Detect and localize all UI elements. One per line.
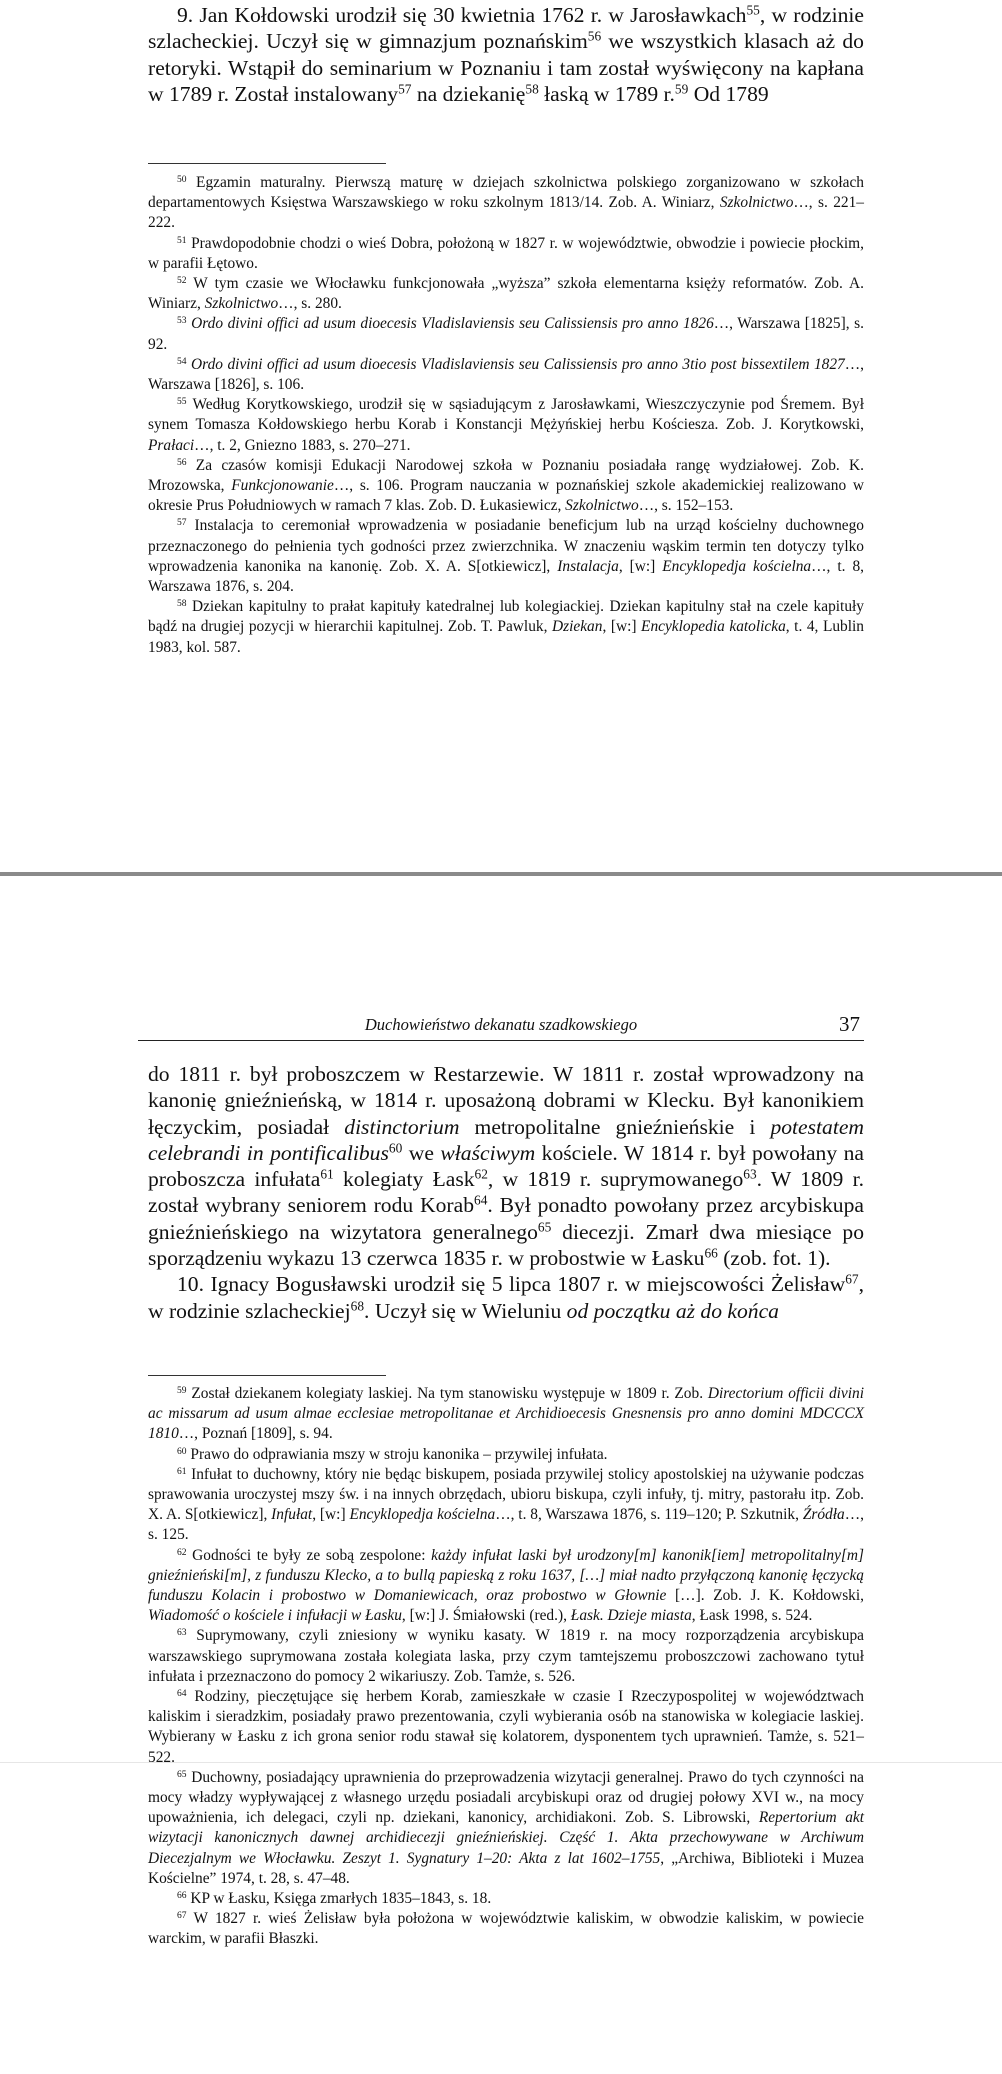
footnote: $^{67}$ W 1827 r. wieś Żelisław była położona w województwie kaliskim, w obwodzie kaliskim, w powiecie warckim, w parafii Błaszki. bbox=[148, 1910, 864, 1948]
page-number: 37 bbox=[839, 1012, 860, 1036]
footnote: $^{51}$ Prawdopodobnie chodzi o wieś Dobra, położoną w 1827 r. w województwie, obwodzie i powiecie płockim, w parafii Łętowo. bbox=[148, 234, 864, 272]
footnote: $^{58}$ Dziekan kapitulny to prałat kapituły katedralnej lub kolegiackiej. Dziekan kapitulny stał na czele kapituły bądź na drugiej pozycji w hierarchii kapitulnej. Zob. T. Pawluk, Dziekan, [w:] Encyklopedia katolicka, t. 4, Lublin 1983, kol. 587. bbox=[148, 598, 864, 656]
bottom-footnotes bbox=[148, 1384, 864, 1950]
scan-seam-line bbox=[0, 1762, 1002, 1763]
footnote-separator-bottom bbox=[148, 1375, 386, 1376]
footnote: $^{59}$ Został dziekanem kolegiaty laskiej. Na tym stanowisku występuje w 1809 r. Zob. Directorium officii divini ac missarum ad usum almae ecclesiae metropolitanae et Archidioecesis Gnesnensis pro anno domini MDCCCX 1810…, Poznań [1809], s. 94. bbox=[148, 1384, 864, 1443]
footnote: $^{55}$ Według Korytkowskiego, urodził się w sąsiadującym z Jarosławkami, Wieszczyczynie pod Śremem. Był synem Tomasza Kołdowskiego herbu Korab i Konstancji Mężyńskiej herbu Kościesza. Zob. J. Korytkowski, Prałaci…, t. 2, Gniezno 1883, s. 270–271. bbox=[148, 395, 864, 454]
footnote: $^{56}$ Za czasów komisji Edukacji Narodowej szkoła w Poznaniu posiadała rangę wydziałowej. Zob. K. Mrozowska, Funkcjonowanie…, s. 106. Program nauczania w poznańskiej szkole akademickiej realizowano w okresie Prus Południowych w ramach 7 klas. Zob. D. Łukasiewicz, Szkolnictwo…, s. 152–153. bbox=[148, 456, 865, 515]
footnote: $^{57}$ Instalacja to ceremoniał wprowadzenia w posiadanie beneficjum lub na urząd kościelny duchownego przeznaczonego do pełnienia tych godności przez zwierzchnika. W znaczeniu wąskim termin ten dotyczy tylko wprowadzenia kanonika na kanonię. Zob. X. A. S[otkiewicz], Instalacja, [w:] Encyklopedja kościelna…, t. 8, Warszawa 1876, s. 204. bbox=[148, 517, 864, 596]
body-paragraph: 10. Ignacy Bogusławski urodził się 5 lipca 1807 r. w miejscowości Żelisław$^{67}$, w rodzinie szlacheckiej$^{68}$. Uczył się w Wieluniu od początku aż do końca bbox=[148, 1272, 864, 1323]
footnote: $^{64}$ Rodziny, pieczętujące się herbem Korab, zamieszkałe w czasie I Rzeczypospolitej w województwach kaliskim i sieradzkim, posiadały prawo prezentowania, czyli wybierania osób na stanowiska w kolegiacie laskiej. Wybierany w Łasku z ich grona senior rodu stawał się kolatorem, dysponentem tych uprawnień. Tamże, s. 521–522. bbox=[148, 1687, 864, 1766]
footnote: $^{52}$ W tym czasie we Włocławku funkcjonowała „wyższa” szkoła elementarna księży reformatów. Zob. A. Winiarz, Szkolnictwo…, s. 280. bbox=[148, 274, 864, 313]
footnote: $^{50}$ Egzamin maturalny. Pierwszą maturę w dziejach szkolnictwa polskiego zorganizowano w szkołach departamentowych Księstwa Warszawskiego w roku szkolnym 1813/14. Zob. A. Winiarz, Szkolnictwo…, s. 221–222. bbox=[148, 173, 864, 232]
footnote: $^{61}$ Infułat to duchowny, który nie będąc biskupem, posiada przywilej stolicy apostolskiej na używanie podczas sprawowania uroczystej mszy św. i na innych obrzędach, ubioru biskupa, czyli infuły, tj. mitry, pastorału itp. Zob. X. A. S[otkiewicz], Infułat, [w:] Encyklopedja kościelna…, t. 8, Warszawa 1876, s. 119–120; P. Szkutnik, Źródła…, s. 125. bbox=[148, 1465, 864, 1544]
footnote: $^{65}$ Duchowny, posiadający uprawnienia do przeprowadzenia wizytacji generalnej. Prawo do tych czynności na mocy władzy wypływającej z własnego urzędu posiadali arcybiskupi oraz od drugiej połowy XVI w., na mocy upoważnienia, ich delegaci, czyli np. dziekani, kanonicy, archidiakoni. Zob. S. Librowski, Repertorium akt wizytacji kanonicznych dawnej archidiecezji gnieźnieńskiej. Część 1. Akta przechowywane w Archiwum Diecezjalnym we Włocławku. Zeszyt 1. Sygnatury 1–20: Akta z lat 1602–1755, „Archiwa, Biblioteki i Muzea Kościelne” 1974, t. 28, s. 47–48. bbox=[148, 1768, 864, 1887]
footnote: $^{63}$ Suprymowany, czyli zniesiony w wyniku kasaty. W 1819 r. na mocy rozporządzenia arcybiskupa warszawskiego suprymowana została kolegiata laska, przy czym tamtejszemu proboszczowi zachowano tytuł infułata i przeznaczono do pomocy 2 wikariuszy. Zob. Tamże, s. 526. bbox=[148, 1627, 864, 1685]
footnote: $^{62}$ Godności te były ze sobą zespolone: każdy infułat laski był urodzony[m] kanonik[iem] metropolitalny[m] gnieźnieński[m], z funduszu Klecko, a to bullą papieską z roku 1637, […] miał nadto przyłączoną kanonię łęczycką funduszu Kolacin i probostwo w Domaniewicach, oraz probostwo w Głownie […]. Zob. J. K. Kołdowski, Wiadomość o kościele i infułacji w Łasku, [w:] J. Śmiałowski (red.), Łask. Dzieje miasta, Łask 1998, s. 524. bbox=[148, 1546, 865, 1625]
running-title: Duchowieństwo dekanatu szadkowskiego bbox=[364, 1015, 638, 1034]
footnote: $^{54}$ Ordo divini offici ad usum dioecesis Vladislaviensis seu Calissiensis pro anno 3tio post bissextilem 1827…, Warszawa [1826], s. 106. bbox=[148, 355, 864, 394]
page-break-bar bbox=[0, 872, 1002, 876]
paragraph-9: 9. Jan Kołdowski urodził się 30 kwietnia 1762 r. w Jarosławkach$^{55}$, w rodzinie szlacheckiej. Uczył się w gimnazjum poznańskim$^{56}$ we wszystkich klasach aż do retoryki. Wstąpił do seminarium w Poznaniu i tam został wyświęcony na kapłana w 1789 r. Został instalowany$^{57}$ na dziekanię$^{58}$ łaską w 1789 r.$^{59}$ Od 1789 bbox=[148, 2, 865, 106]
running-header bbox=[138, 1012, 864, 1041]
footnote: $^{53}$ Ordo divini offici ad usum dioecesis Vladislaviensis seu Calissiensis pro anno 1826…, Warszawa [1825], s. 92. bbox=[148, 315, 864, 353]
footnote: $^{60}$ Prawo do odprawiania mszy w stroju kanonika – przywilej infułata. bbox=[177, 1445, 608, 1463]
top-footnotes bbox=[148, 173, 864, 658]
body-paragraph: do 1811 r. był proboszczem w Restarzewie. W 1811 r. został wprowadzony na kanonię gnieźnieńską, w 1814 r. uposażoną dobrami w Klecku. Był kanonikiem łęczyckim, posiadał distinctorium metropolitalne gnieźnieńskie i potestatem celebrandi in pontificalibus$^{60}$ we właściwym kościele. W 1814 r. był powołany na proboszcza infułata$^{61}$ kolegiaty Łask$^{62}$, w 1819 r. suprymowanego$^{63}$. W 1809 r. został wybrany seniorem rodu Korab$^{64}$. Był ponadto powołany przez arcybiskupa gnieźnieńskiego na wizytatora generalnego$^{65}$ diecezji. Zmarł dwa miesiące po sporządzeniu wykazu 13 czerwca 1835 r. w probostwie w Łasku$^{66}$ (zob. fot. 1). bbox=[148, 1062, 864, 1271]
footnote-separator-top bbox=[148, 163, 386, 164]
bottom-body-text bbox=[148, 1061, 864, 1324]
footnote: $^{66}$ KP w Łasku, Księga zmarłych 1835–1843, s. 18. bbox=[177, 1889, 492, 1908]
top-body-text bbox=[148, 2, 864, 107]
